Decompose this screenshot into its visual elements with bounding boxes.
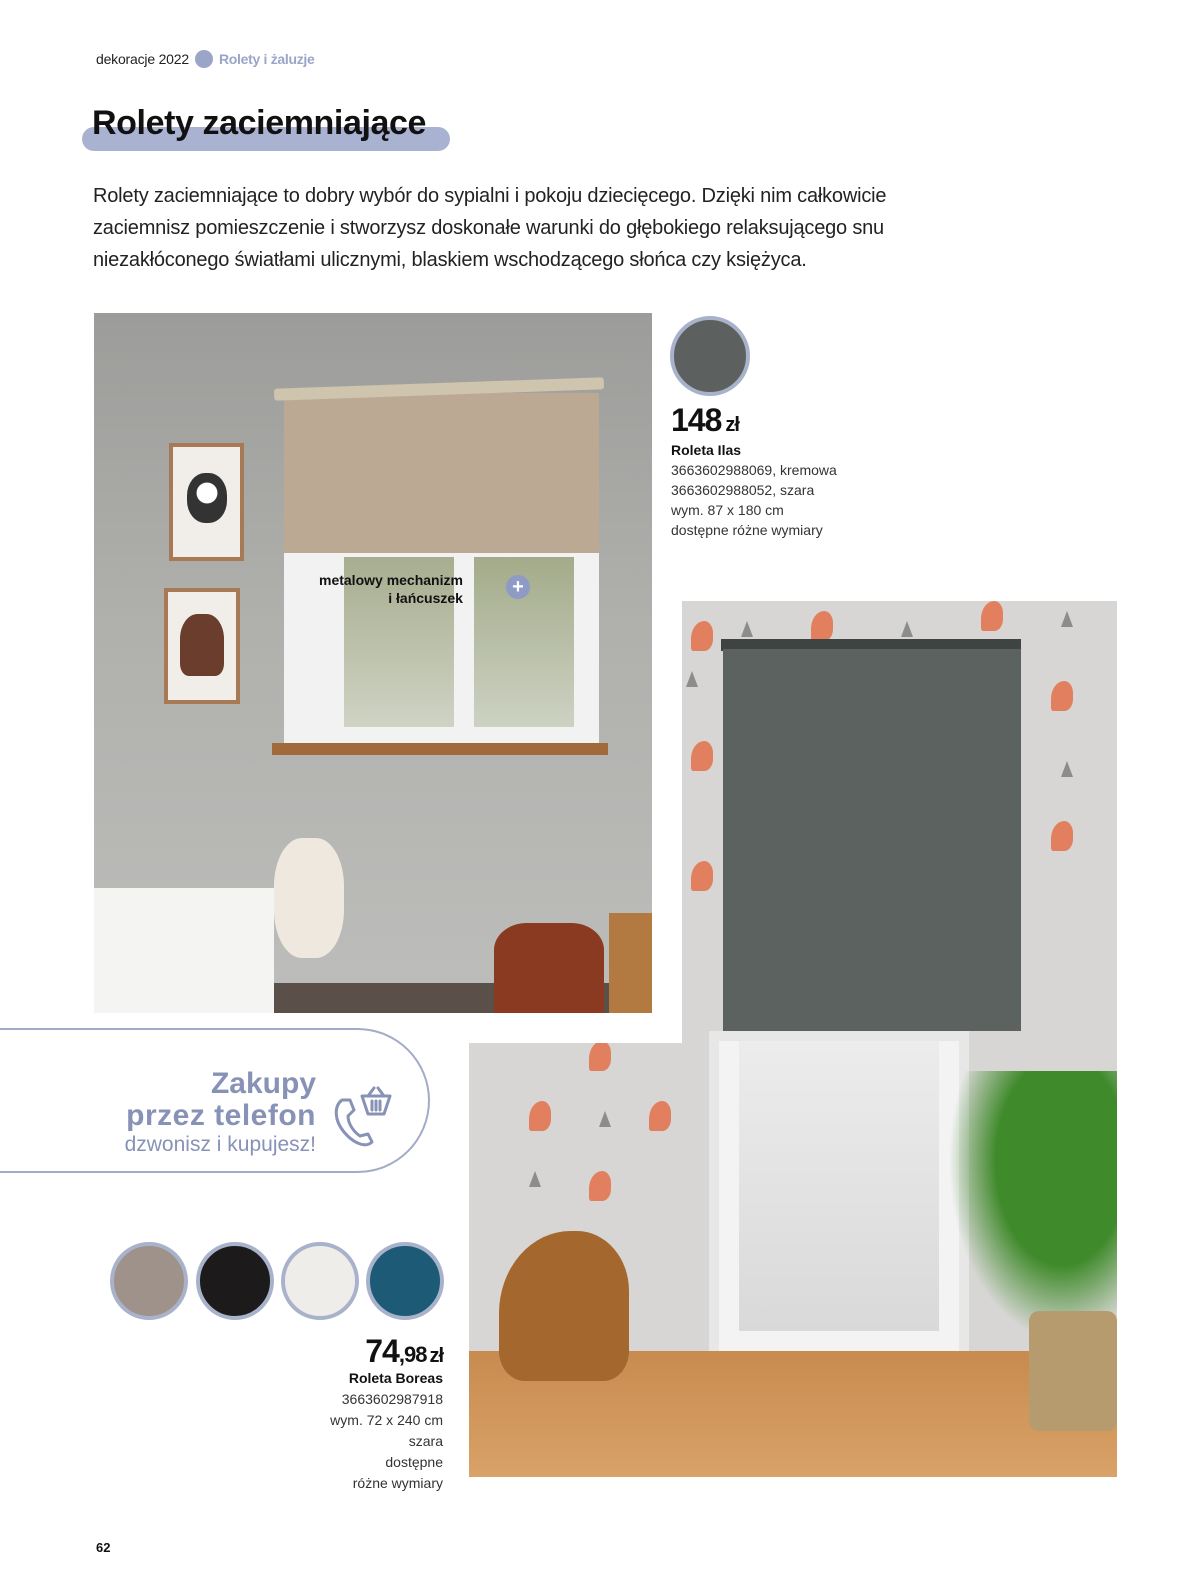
fox-pattern-icon — [811, 611, 833, 641]
product-name: Roleta Ilas — [671, 442, 742, 458]
product-info-roleta-ilas — [671, 440, 837, 540]
feature-callout: metalowy mechanizm i łańcuszek — [319, 572, 463, 606]
fox-pattern-icon — [589, 1041, 611, 1071]
breadcrumb-section[interactable]: Rolety i żaluzje — [218, 51, 315, 67]
grey-roller-blind — [723, 649, 1021, 1031]
price-roleta-boreas: 74,98 zł — [365, 1333, 443, 1369]
color-swatch-grey[interactable] — [670, 316, 750, 396]
fox-pattern-icon — [589, 1171, 611, 1201]
product-photo-roleta-ilas-cream — [94, 313, 652, 1013]
tree-pattern-icon — [686, 671, 698, 687]
plush-bunny — [274, 838, 344, 958]
product-photo-roleta-ilas-grey — [681, 601, 1117, 1031]
fox-pattern-icon — [1051, 821, 1073, 851]
page-title: Rolety zaciemniające — [92, 104, 427, 142]
product-detail: szara — [408, 1433, 443, 1449]
product-info-roleta-boreas — [330, 1368, 443, 1494]
intro-line: Rolety zaciemniające to dobry wybór do sypialni i pokoju dziecięcego. Dzięki nim całkowicie — [93, 185, 887, 207]
color-swatch-black[interactable] — [196, 1242, 274, 1320]
wooden-box — [609, 913, 652, 1013]
product-detail: dostępne — [385, 1454, 443, 1470]
product-detail: różne wymiary — [352, 1475, 443, 1491]
breadcrumb-catalog: dekoracje 2022 — [96, 51, 189, 67]
product-detail: dostępne różne wymiary — [671, 522, 823, 538]
product-name: Roleta Boreas — [348, 1370, 443, 1386]
plant-basket — [1029, 1311, 1117, 1431]
tree-pattern-icon — [901, 621, 913, 637]
intro-paragraph — [93, 180, 1023, 276]
tree-pattern-icon — [1061, 761, 1073, 777]
wicker-pram — [499, 1231, 629, 1381]
product-detail: wym. 72 x 240 cm — [330, 1412, 443, 1428]
page-number: 62 — [96, 1540, 111, 1555]
color-swatch-petrol[interactable] — [366, 1242, 444, 1320]
product-photo-roleta-ilas-grey-lower — [469, 1031, 1117, 1477]
fox-pattern-icon — [1051, 681, 1073, 711]
intro-line: zaciemnisz pomieszczenie i stworzysz doskonałe warunki do głębokiego relaksującego snu — [93, 217, 884, 239]
kids-table — [94, 888, 274, 1013]
cream-roller-blind — [284, 393, 599, 553]
breadcrumb — [96, 50, 315, 68]
phone-shopping-promo: Zakupy przez telefon dzwonisz i kupujesz! — [124, 1067, 316, 1156]
product-detail: 3663602987918 — [341, 1391, 443, 1407]
bear-picture-frame — [164, 588, 240, 704]
plus-icon[interactable]: + — [506, 575, 530, 599]
breadcrumb-dot-icon — [195, 50, 213, 68]
phone-basket-icon — [328, 1080, 400, 1152]
fox-pattern-icon — [649, 1101, 671, 1131]
window-sill — [272, 743, 608, 755]
color-swatch-cream[interactable] — [281, 1242, 359, 1320]
tree-pattern-icon — [1061, 611, 1073, 627]
intro-line: niezakłóconego światłami ulicznymi, blaskiem wschodzącego słońca czy księżyca. — [93, 249, 807, 271]
fox-pattern-icon — [691, 741, 713, 771]
tree-pattern-icon — [599, 1111, 611, 1127]
tree-pattern-icon — [741, 621, 753, 637]
basket — [494, 923, 604, 1013]
fox-pattern-icon — [691, 621, 713, 651]
color-swatch-taupe[interactable] — [110, 1242, 188, 1320]
fox-pattern-icon — [529, 1101, 551, 1131]
panda-picture-frame — [169, 443, 244, 561]
product-detail: 3663602988069, kremowa — [671, 462, 837, 478]
price-roleta-ilas: 148 zł — [671, 402, 739, 438]
fox-pattern-icon — [981, 601, 1003, 631]
product-detail: wym. 87 x 180 cm — [671, 502, 784, 518]
product-detail: 3663602988052, szara — [671, 482, 815, 498]
page-title-block — [82, 100, 450, 154]
tree-pattern-icon — [529, 1171, 541, 1187]
fox-pattern-icon — [691, 861, 713, 891]
